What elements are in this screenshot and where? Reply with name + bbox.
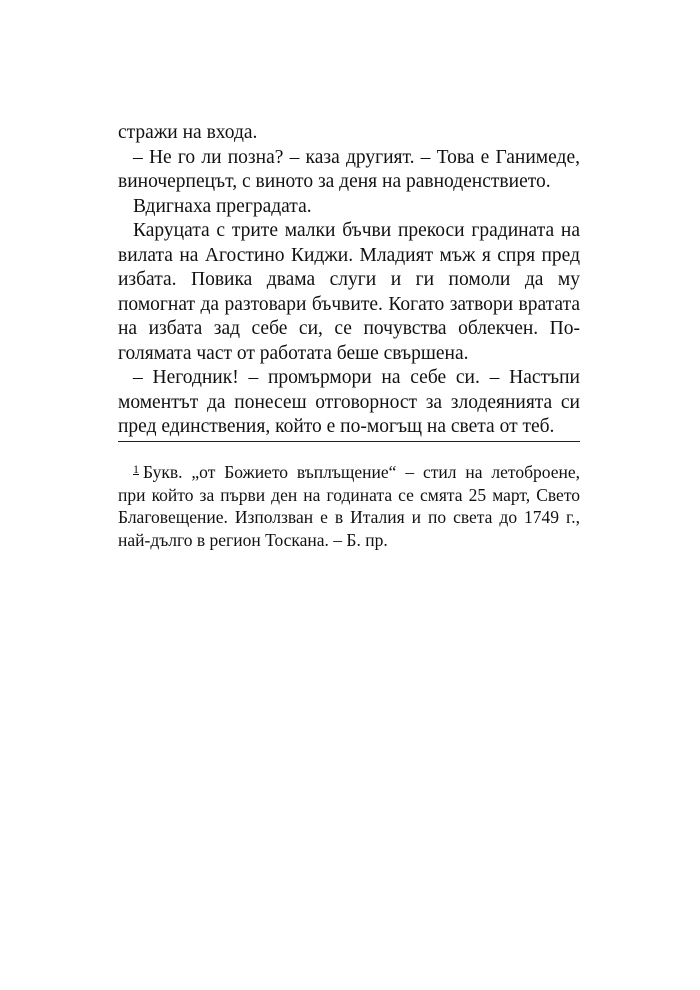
footnote-marker[interactable]: 1 (133, 462, 139, 476)
paragraph-5: – Негодник! – промърмори на себе си. – Настъпи моментът да понесеш отговорност за злодеянията си пред единствения, който е по-могъщ на света от теб. (118, 367, 580, 437)
footnote-text: Букв. „от Божието въплъщение“ – стил на летоброене, при който за първи ден на годината се смята 25 март, Свето Благовещение. Използван е в Италия и по света до 1749 г., най-дълго в регион Тоскана. – Б. пр. (118, 462, 580, 550)
footnote (118, 458, 580, 551)
body-text (118, 121, 580, 440)
paragraph-4: Каруцата с трите малки бъчви прекоси градината на вилата на Агостино Киджи. Младият мъж я спря пред избата. Повика двама слуги и ги помоли да му помогнат да разтовари бъчвите. Когато затвори вратата на избата зад себе си, се почувства облекчен. По-голямата част от работата беше свършена. (118, 220, 580, 364)
footnote-divider (118, 441, 580, 442)
paragraph-2: – Не го ли позна? – каза другият. – Това е Ганимеде, виночерпецът, с виното за деня на равноденствието. (118, 146, 580, 192)
paragraph-3: Вдигнаха преградата. (133, 195, 312, 217)
paragraph-1: стражи на входа. (118, 122, 258, 143)
